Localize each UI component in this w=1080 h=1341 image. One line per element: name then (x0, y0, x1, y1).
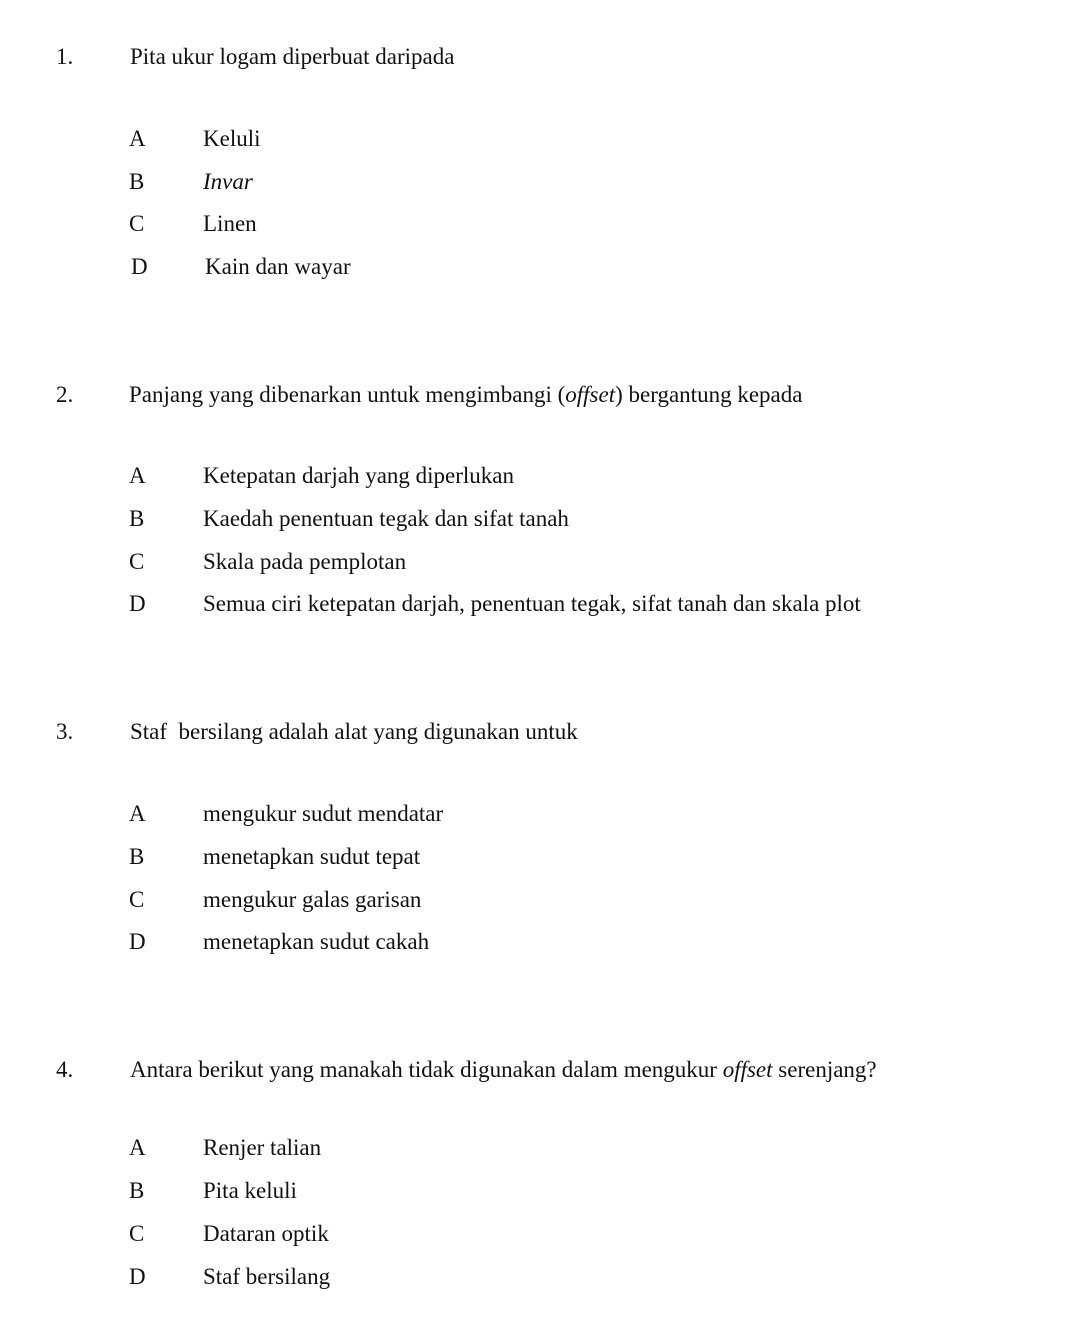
option-text-a: Renjer talian (203, 1135, 322, 1160)
option-text-c: mengukur galas garisan (203, 887, 422, 912)
option-letter-a: A (129, 126, 146, 151)
option-letter-b: B (129, 844, 145, 869)
stem-italic-term: offset (722, 1057, 773, 1082)
option-letter-c: C (129, 887, 145, 912)
question-stem: Staf bersilang adalah alat yang digunakan untuk (130, 719, 578, 744)
option-text-c: Skala pada pemplotan (203, 549, 407, 574)
option-text-a: Keluli (203, 126, 261, 151)
option-text-c: Dataran optik (203, 1221, 329, 1246)
option-text-a: mengukur sudut mendatar (203, 801, 444, 826)
stem-italic-term: offset (565, 382, 616, 407)
question-stem (130, 1058, 877, 1081)
stem-text: serenjang? (772, 1057, 877, 1082)
stem-text: Panjang yang dibenarkan untuk mengimbangi ( (129, 382, 566, 407)
option-letter-b: B (129, 169, 145, 194)
option-letter-c: C (129, 211, 145, 236)
option-letter-d: D (129, 591, 146, 616)
option-text-d: Semua ciri ketepatan darjah, penentuan tegak, sifat tanah dan skala plot (203, 591, 861, 616)
option-text-b: Kaedah penentuan tegak dan sifat tanah (203, 506, 569, 531)
option-letter-a: A (129, 463, 146, 488)
option-text-c: Linen (203, 211, 257, 236)
question-number: 1. (56, 44, 74, 69)
option-letter-a: A (129, 801, 146, 826)
option-letter-d: D (131, 254, 148, 279)
option-text-b: menetapkan sudut tepat (203, 844, 421, 869)
option-text-b: Pita keluli (203, 1178, 297, 1203)
option-letter-b: B (129, 1178, 145, 1203)
question-number: 2. (56, 382, 74, 407)
question-number: 4. (56, 1057, 74, 1082)
option-letter-d: D (129, 929, 146, 954)
option-text-d: menetapkan sudut cakah (203, 929, 430, 954)
option-text-a: Ketepatan darjah yang diperlukan (203, 463, 515, 488)
stem-text: ) bergantung kepada (615, 382, 803, 407)
question-stem (129, 383, 802, 406)
option-letter-a: A (129, 1135, 146, 1160)
option-text-d: Staf bersilang (203, 1264, 331, 1289)
option-letter-b: B (129, 506, 145, 531)
option-text-b: Invar (203, 169, 253, 194)
option-letter-c: C (129, 1221, 145, 1246)
option-text-d: Kain dan wayar (205, 254, 351, 279)
option-letter-c: C (129, 549, 145, 574)
stem-text: Antara berikut yang manakah tidak digunakan dalam mengukur (130, 1057, 723, 1082)
option-letter-d: D (129, 1264, 146, 1289)
question-stem: Pita ukur logam diperbuat daripada (130, 44, 455, 69)
question-number: 3. (56, 719, 74, 744)
